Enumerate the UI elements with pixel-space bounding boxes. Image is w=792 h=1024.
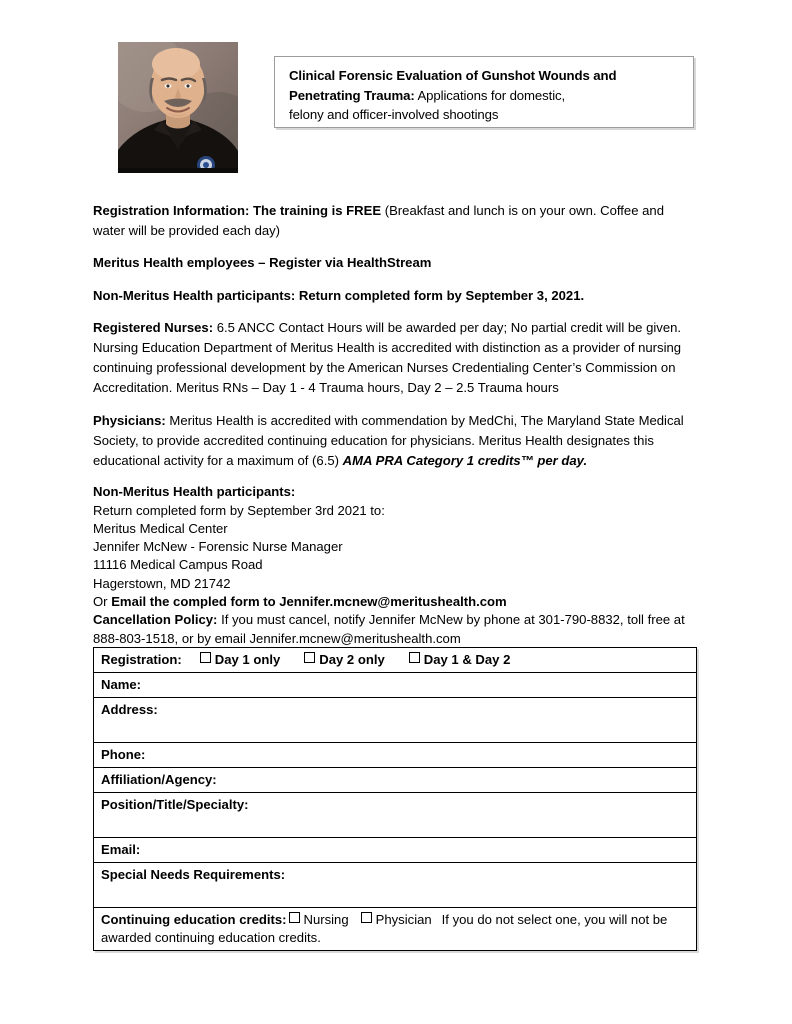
field-cell-phone[interactable]: [94, 743, 697, 768]
continuing-education-note: If you do not select one, you will not be awarded continuing education credits.: [101, 912, 668, 945]
mailing-email-prefix: Or: [93, 594, 112, 610]
checkbox-day-1-and-day-2-icon[interactable]: [409, 652, 420, 663]
continuing-education-cell: [94, 908, 697, 951]
field-label-affiliation: Affiliation/Agency:: [101, 772, 217, 787]
table-row-registration: [94, 648, 697, 673]
physicians-italic-credits: AMA PRA Category 1 credits™ per day.: [342, 453, 588, 469]
meritus-employees-text: Meritus Health employees – Register via HealthStream: [93, 255, 432, 271]
field-cell-email[interactable]: [94, 838, 697, 863]
document-header: [93, 42, 697, 177]
table-row-name[interactable]: [94, 673, 697, 698]
field-label-email: Email:: [101, 842, 141, 857]
mailing-address-block: [93, 483, 697, 648]
non-meritus-deadline-paragraph: [93, 286, 697, 306]
meritus-employees-paragraph: [93, 253, 697, 273]
continuing-education-option-nursing[interactable]: [289, 912, 349, 927]
checkbox-day-2-only-icon[interactable]: [304, 652, 315, 663]
physicians-bold: Physicians:: [93, 412, 166, 428]
registration-option-day1[interactable]: [200, 652, 281, 667]
flyer-title-box: [274, 56, 694, 128]
field-cell-name[interactable]: [94, 673, 697, 698]
document-body: [93, 201, 697, 648]
cancellation-policy-rest: If you must cancel, notify Jennifer McNew by phone at 301-790-8832, toll free at 888-803-1518, or by email Jennifer.mcnew@meritushealth.com: [93, 612, 685, 646]
table-row-email[interactable]: [94, 838, 697, 863]
registration-option-day1-label: Day 1 only: [214, 652, 281, 667]
portrait-image: [118, 42, 238, 173]
registration-option-day2-label: Day 2 only: [319, 652, 385, 667]
registration-row-label: Registration:: [101, 652, 182, 667]
field-label-address: Address:: [101, 702, 158, 717]
title-line-2-rest: Applications for domestic,: [414, 87, 566, 103]
checkbox-nursing-icon[interactable]: [289, 912, 300, 923]
registration-option-both-days-label: Day 1 & Day 2: [423, 652, 511, 667]
registration-information-bold: Registration Information: The training is FREE: [93, 203, 382, 218]
title-line-3: felony and officer-involved shootings: [289, 107, 499, 123]
title-line-2-bold: Penetrating Trauma:: [289, 87, 415, 103]
mailing-line-4: 11116 Medical Campus Road: [93, 557, 263, 573]
registration-options-cell: [94, 648, 697, 673]
continuing-education-label: Continuing education credits:: [101, 912, 287, 927]
mailing-heading-text: Non-Meritus Health participants:: [93, 484, 296, 500]
table-row-special-needs[interactable]: [94, 863, 697, 908]
mailing-email-line: [93, 593, 697, 611]
physicians-rest: Meritus Health is accredited with commendation by MedChi, The Maryland State Medical Society, to provide accredited continuing education for physicians. Meritus Health designates this educational activity for a maximum of (6.5): [93, 412, 684, 469]
registered-nurses-bold: Registered Nurses:: [93, 319, 214, 335]
field-label-position: Position/Title/Specialty:: [101, 797, 249, 812]
field-cell-address[interactable]: [94, 698, 697, 743]
title-line-1: [289, 66, 681, 86]
registration-information-rest: (Breakfast and lunch is on your own. Coffee and water will be provided each day): [93, 203, 664, 239]
cancellation-policy-bold: Cancellation Policy:: [93, 612, 218, 628]
mailing-heading: [93, 483, 697, 501]
registration-information-paragraph: [93, 201, 697, 241]
field-cell-position[interactable]: [94, 793, 697, 838]
title-line-2: [289, 86, 681, 106]
mailing-line-3: Jennifer McNew - Forensic Nurse Manager: [93, 539, 343, 555]
registered-nurses-rest: 6.5 ANCC Contact Hours will be awarded per day; No partial credit will be given. Nursing Education Department of Meritus Health is accredited with distinction as a provider of nursing continuing professional development by the American Nurses Credentialing Center’s Commission on Accreditation. Meritus RNs – Day 1 - 4 Trauma hours, Day 2 – 2.5 Trauma hours: [93, 319, 682, 396]
physicians-paragraph: [93, 411, 697, 472]
registration-form-table: [93, 647, 697, 951]
checkbox-physician-icon[interactable]: [361, 912, 372, 923]
mailing-line-1: Return completed form by September 3rd 2021 to:: [93, 502, 385, 518]
registered-nurses-paragraph: [93, 318, 697, 399]
mailing-line-5: Hagerstown, MD 21742: [93, 575, 231, 591]
instructor-portrait-photo: [118, 42, 238, 173]
table-row-phone[interactable]: [94, 743, 697, 768]
table-row-address[interactable]: [94, 698, 697, 743]
registration-option-both-days[interactable]: [409, 652, 511, 667]
continuing-education-option-physician-label: Physician: [375, 912, 432, 927]
continuing-education-option-nursing-label: Nursing: [303, 912, 349, 927]
non-meritus-deadline-text: Non-Meritus Health participants: Return completed form by September 3, 2021.: [93, 287, 585, 303]
field-cell-affiliation[interactable]: [94, 768, 697, 793]
field-cell-special-needs[interactable]: [94, 863, 697, 908]
field-label-special-needs: Special Needs Requirements:: [101, 867, 286, 882]
table-row-affiliation[interactable]: [94, 768, 697, 793]
title-line-1-text: Clinical Forensic Evaluation of Gunshot Wounds and: [289, 68, 617, 83]
field-label-phone: Phone:: [101, 747, 146, 762]
checkbox-day-1-only-icon[interactable]: [200, 652, 211, 663]
field-label-name: Name:: [101, 677, 142, 692]
table-row-continuing-education: [94, 908, 697, 951]
mailing-email-bold: Email the compled form to Jennifer.mcnew@meritushealth.com: [111, 594, 507, 610]
table-row-position[interactable]: [94, 793, 697, 838]
registration-option-day2[interactable]: [304, 652, 385, 667]
cancellation-policy-line: [93, 611, 697, 648]
continuing-education-option-physician[interactable]: [361, 912, 432, 927]
mailing-line-2: Meritus Medical Center: [93, 520, 228, 536]
